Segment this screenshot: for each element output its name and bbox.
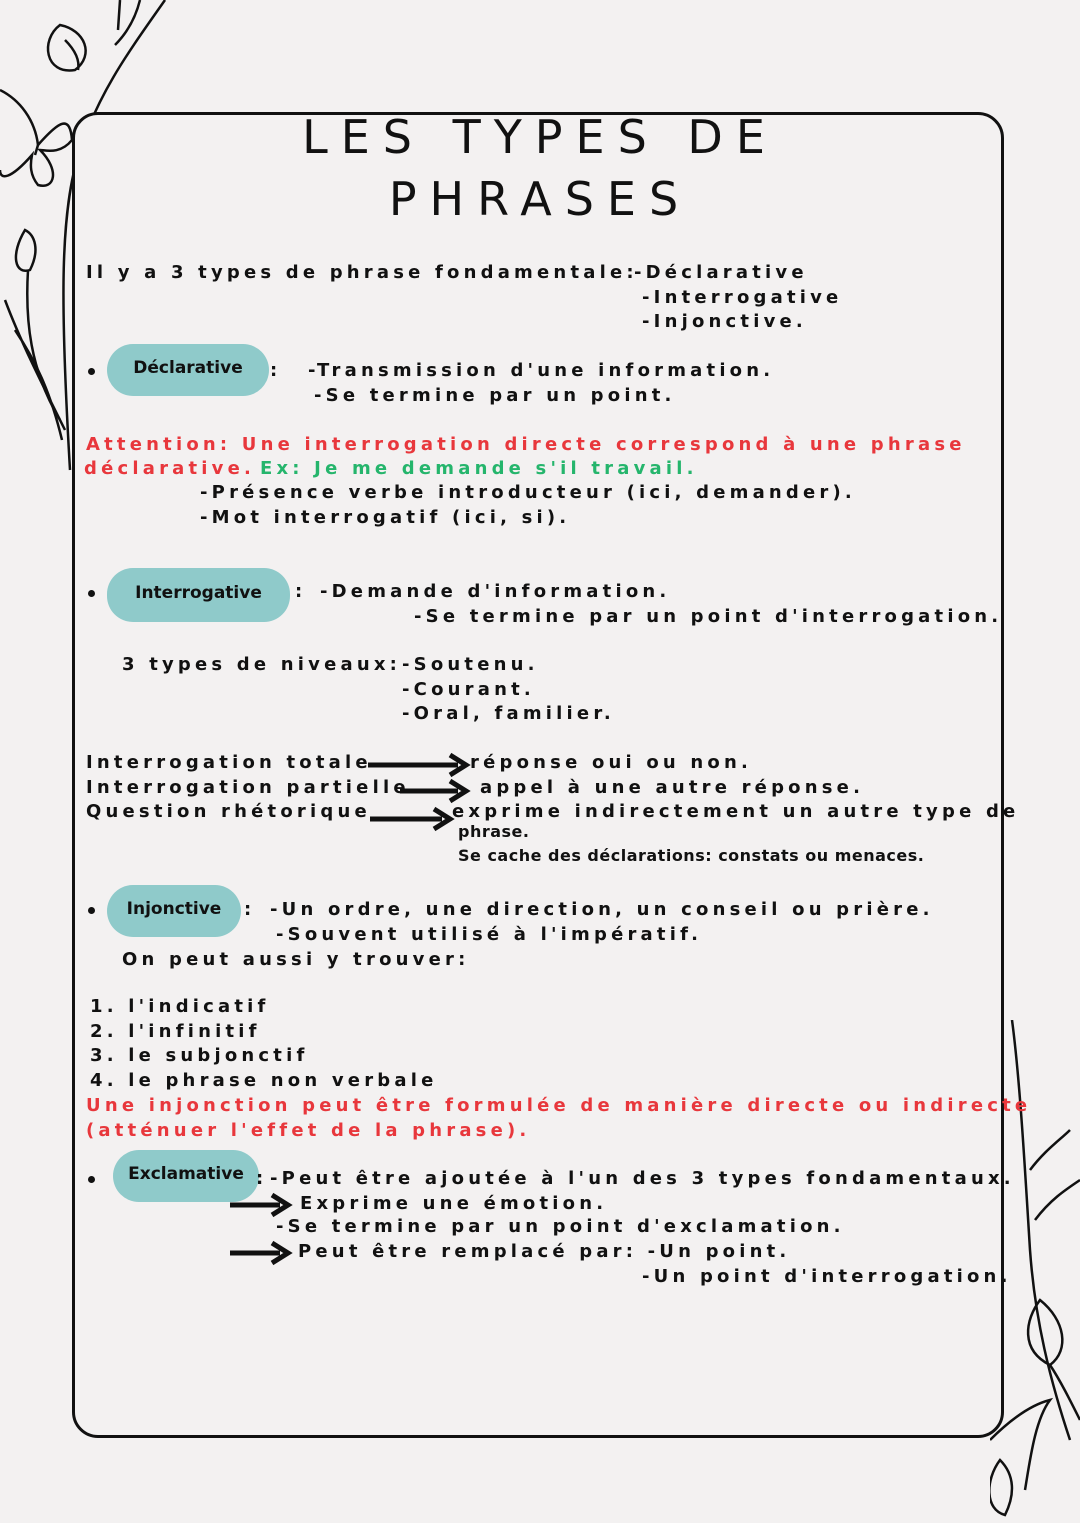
attention-example: Ex: Je me demande s'il travail. <box>260 458 698 479</box>
injonctive-colon: : <box>244 899 256 920</box>
kind-name-2: Interrogation partielle <box>86 777 410 798</box>
arrow-right-icon <box>228 1192 294 1218</box>
injonctive-list-1: 1. l'indicatif <box>90 996 270 1017</box>
rhetoric-note: Se cache des déclarations: constats ou menaces. <box>458 846 925 865</box>
intro-type-3: -Injonctive. <box>642 311 807 332</box>
declarative-point-1: -Transmission d'une information. <box>308 360 775 381</box>
declarative-pill: Déclarative <box>107 344 269 396</box>
intro-text: Il y a 3 types de phrase fondamentale: <box>86 262 638 283</box>
exclamative-colon: : <box>256 1168 268 1189</box>
arrow-right-icon <box>228 1240 294 1266</box>
declarative-colon: : <box>270 360 282 381</box>
exclamative-pill: Exclamative <box>113 1150 259 1202</box>
injonctive-note-2: (atténuer l'effet de la phrase). <box>86 1120 531 1141</box>
exclamative-line-1: -Peut être ajoutée à l'un des 3 types fondamentaux. <box>270 1168 1015 1189</box>
kind-desc-3: exprime indirectement un autre type de <box>452 801 1020 822</box>
attention-line1: Attention: Une interrogation directe correspond à une phrase <box>86 434 966 455</box>
interrogative-pill: Interrogative <box>107 568 290 622</box>
injonctive-also: On peut aussi y trouver: <box>122 949 470 970</box>
bullet <box>88 590 95 597</box>
rhetoric-continuation: phrase. <box>458 822 530 841</box>
injonctive-pill: Injonctive <box>107 885 241 937</box>
attention-detail-1: -Présence verbe introducteur (ici, demander). <box>200 482 856 503</box>
bullet <box>88 907 95 914</box>
injonctive-list-3: 3. le subjonctif <box>90 1045 309 1066</box>
arrow-right-icon <box>368 806 456 832</box>
interrogative-colon: : <box>295 581 307 602</box>
kind-name-1: Interrogation totale <box>86 752 372 773</box>
injonctive-point-1: -Un ordre, une direction, un conseil ou prière. <box>270 899 934 920</box>
page-title-line2: PHRASES <box>388 172 692 226</box>
intro-type-1: -Déclarative <box>634 262 808 283</box>
levels-label: 3 types de niveaux: <box>122 654 402 675</box>
exclamative-line-2: Exprime une émotion. <box>300 1193 608 1214</box>
bullet <box>88 368 95 375</box>
injonctive-list-2: 2. l'infinitif <box>90 1021 261 1042</box>
exclamative-line-5: -Un point d'interrogation. <box>642 1266 1012 1287</box>
kind-desc-2: appel à une autre réponse. <box>480 777 865 798</box>
interrogative-point-2: -Se termine par un point d'interrogation. <box>414 606 1003 627</box>
content-card <box>72 112 1004 1438</box>
intro-type-2: -Interrogative <box>642 287 843 308</box>
injonctive-note-1: Une injonction peut être formulée de manière directe ou indirecte <box>86 1095 1032 1116</box>
interrogative-point-1: -Demande d'information. <box>320 581 671 602</box>
page-title-line1: LES TYPES DE <box>302 110 778 164</box>
kind-desc-1: réponse oui ou non. <box>470 752 753 773</box>
injonctive-list-4: 4. le phrase non verbale <box>90 1070 438 1091</box>
kind-name-3: Question rhétorique <box>86 801 371 822</box>
level-3: -Oral, familier. <box>402 703 615 724</box>
exclamative-line-3: -Se termine par un point d'exclamation. <box>276 1216 845 1237</box>
attention-line2-red: déclarative. <box>84 458 256 479</box>
bullet <box>88 1176 95 1183</box>
level-2: -Courant. <box>402 679 535 700</box>
arrow-right-icon <box>366 752 472 778</box>
declarative-point-2: -Se termine par un point. <box>314 385 676 406</box>
level-1: -Soutenu. <box>402 654 539 675</box>
exclamative-line-4: Peut être remplacé par: -Un point. <box>298 1241 791 1262</box>
attention-detail-2: -Mot interrogatif (ici, si). <box>200 507 571 528</box>
injonctive-point-2: -Souvent utilisé à l'impératif. <box>276 924 703 945</box>
